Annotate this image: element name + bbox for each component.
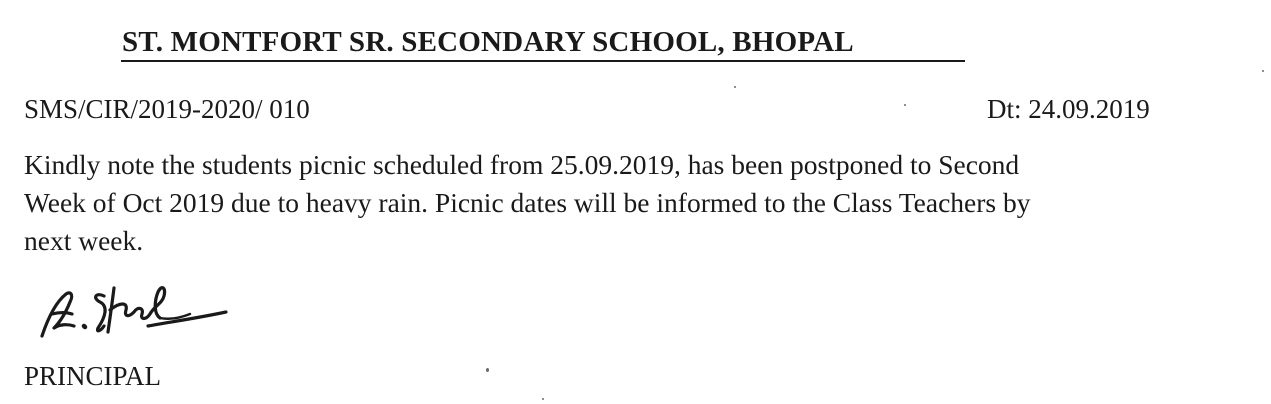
scan-speck [734,86,736,88]
body-line: Kindly note the students picnic scheduled from 25.09.2019, has been postponed to Second [24,149,1020,180]
circular-body [24,146,1259,260]
circular-date: Dt: 24.09.2019 [987,94,1150,124]
scan-speck [542,398,544,400]
body-line: next week. [24,225,144,256]
heading-underline [121,60,965,62]
body-line: Week of Oct 2019 due to heavy rain. Picnic dates will be informed to the Class Teachers by [24,187,1031,218]
school-name-heading: ST. MONTFORT SR. SECONDARY SCHOOL, BHOPAL [122,26,854,58]
scan-speck [486,368,489,372]
signatory-title: PRINCIPAL [24,361,162,391]
scan-speck [1262,70,1264,72]
scan-speck [904,104,906,106]
reference-number: SMS/CIR/2019-2020/ 010 [24,94,310,124]
principal-signature [30,268,230,348]
